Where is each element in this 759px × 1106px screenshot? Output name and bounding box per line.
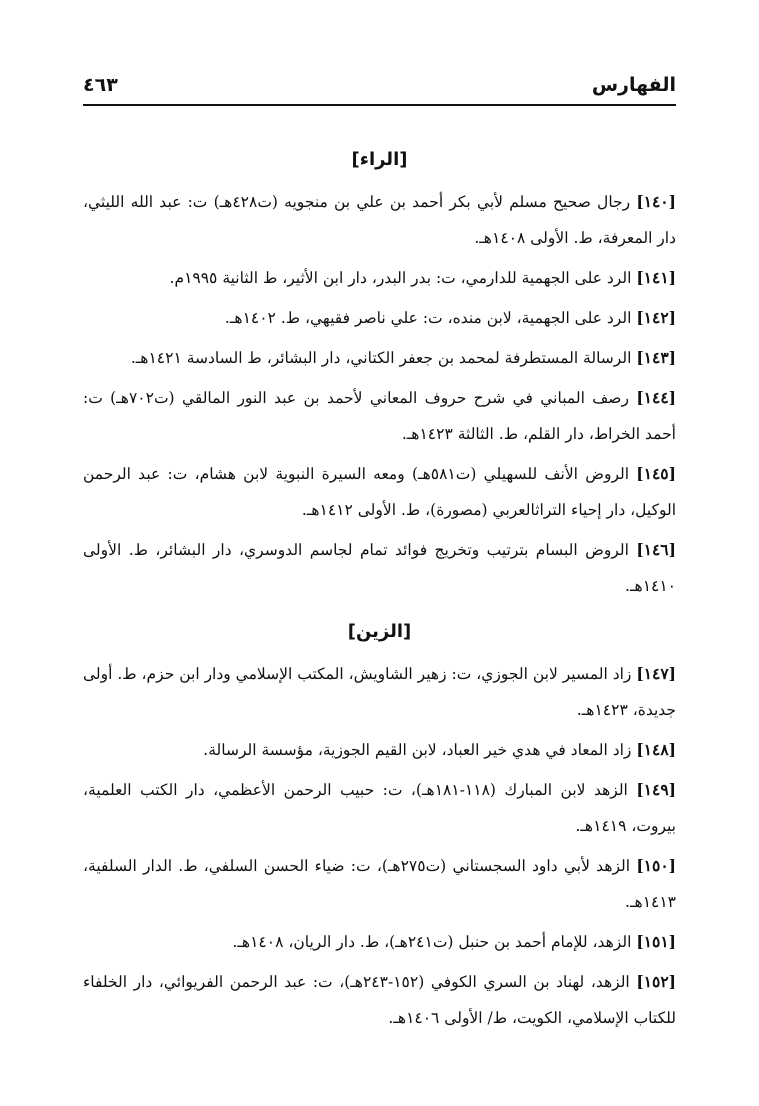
- entry-text: زاد المعاد في هدي خير العباد، لابن القيم الجوزية، مؤسسة الرسالة.: [203, 741, 632, 759]
- entry-text: الروض البسام بترتيب وتخريج فوائد تمام لجاسم الدوسري، دار البشائر، ط. الأولى ١٤١٠هـ.: [83, 541, 676, 595]
- entry-text: الرد على الجهمية للدارمي، ت: بدر البدر، دار ابن الأثير، ط الثانية ١٩٩٥م.: [169, 269, 632, 287]
- entry-number: [١٤٣]: [636, 348, 676, 367]
- entry-text: الزهد لابن المبارك (١١٨-١٨١هـ)، ت: حبيب الرحمن الأعظمي، دار الكتب العلمية، بيروت، ١٤١٩هـ.: [83, 781, 676, 835]
- page-number: ٤٦٣: [83, 74, 118, 96]
- index-entry: [83, 848, 676, 920]
- entry-number: [١٤١]: [636, 268, 676, 287]
- index-entry: [83, 964, 676, 1036]
- entry-number: [١٤٦]: [636, 540, 676, 559]
- index-entry: [83, 732, 676, 768]
- index-entry: [83, 184, 676, 256]
- index-entry: [83, 656, 676, 728]
- entry-text: زاد المسير لابن الجوزي، ت: زهير الشاويش، المكتب الإسلامي ودار ابن حزم، ط. أولى جديدة، ١٤٢٣هـ.: [83, 665, 676, 719]
- section-zay: [83, 614, 676, 1036]
- entry-text: الرسالة المستطرفة لمحمد بن جعفر الكتاني، دار البشائر، ط السادسة ١٤٢١هـ.: [130, 349, 632, 367]
- entry-text: الروض الأنف للسهيلي (ت٥٨١هـ) ومعه السيرة النبوية لابن هشام، ت: عبد الرحمن الوكيل، دار إحياء التراثالعربي (مصورة)، ط. الأولى ١٤١٢هـ.: [83, 465, 676, 519]
- entry-number: [١٥١]: [636, 932, 676, 951]
- index-entry: [83, 380, 676, 452]
- entry-number: [١٥٠]: [636, 856, 676, 875]
- entry-number: [١٤٠]: [636, 192, 676, 211]
- entry-text: الزهد، لهناد بن السري الكوفي (١٥٢-٢٤٣هـ)، ت: عبد الرحمن الفريوائي، دار الخلفاء للكتاب الإسلامي، الكويت، ط/ الأولى ١٤٠٦هـ.: [83, 973, 676, 1027]
- index-entry: [83, 924, 676, 960]
- index-entry: [83, 532, 676, 604]
- section-heading: [الزين]: [347, 621, 412, 642]
- entry-number: [١٤٢]: [636, 308, 676, 327]
- entry-number: [١٤٨]: [636, 740, 676, 759]
- section-ra: [83, 142, 676, 604]
- index-entry: [83, 456, 676, 528]
- entry-text: الزهد لأبي داود السجستاني (ت٢٧٥هـ)، ت: ضياء الحسن السلفي، ط. الدار السلفية، ١٤١٣هـ.: [83, 857, 676, 911]
- section-heading: [الراء]: [351, 149, 408, 170]
- entry-number: [١٤٥]: [636, 464, 676, 483]
- entry-number: [١٤٧]: [636, 664, 676, 683]
- entry-text: الزهد، للإمام أحمد بن حنبل (ت٢٤١هـ)، ط. دار الريان، ١٤٠٨هـ.: [232, 933, 632, 951]
- index-content: [83, 132, 676, 1040]
- entry-number: [١٤٤]: [636, 388, 676, 407]
- entry-number: [١٤٩]: [636, 780, 676, 799]
- index-entry: [83, 772, 676, 844]
- index-entry: [83, 340, 676, 376]
- entry-text: رجال صحيح مسلم لأبي بكر أحمد بن علي بن منجويه (ت٤٢٨هـ) ت: عبد الله الليثي، دار المعرفة، ط. الأولى ١٤٠٨هـ.: [83, 193, 676, 247]
- running-header-title: الفهارس: [591, 74, 676, 96]
- entry-text: رصف المباني في شرح حروف المعاني لأحمد بن عبد النور المالقي (ت٧٠٢هـ) ت: أحمد الخراط، دار القلم، ط. الثالثة ١٤٢٣هـ.: [83, 389, 676, 443]
- entry-text: الرد على الجهمية، لابن منده، ت: علي ناصر فقيهي، ط. ١٤٠٢هـ.: [224, 309, 632, 327]
- index-entry: [83, 260, 676, 296]
- header-rule: [83, 104, 676, 106]
- index-entry: [83, 300, 676, 336]
- entry-number: [١٥٢]: [636, 972, 676, 991]
